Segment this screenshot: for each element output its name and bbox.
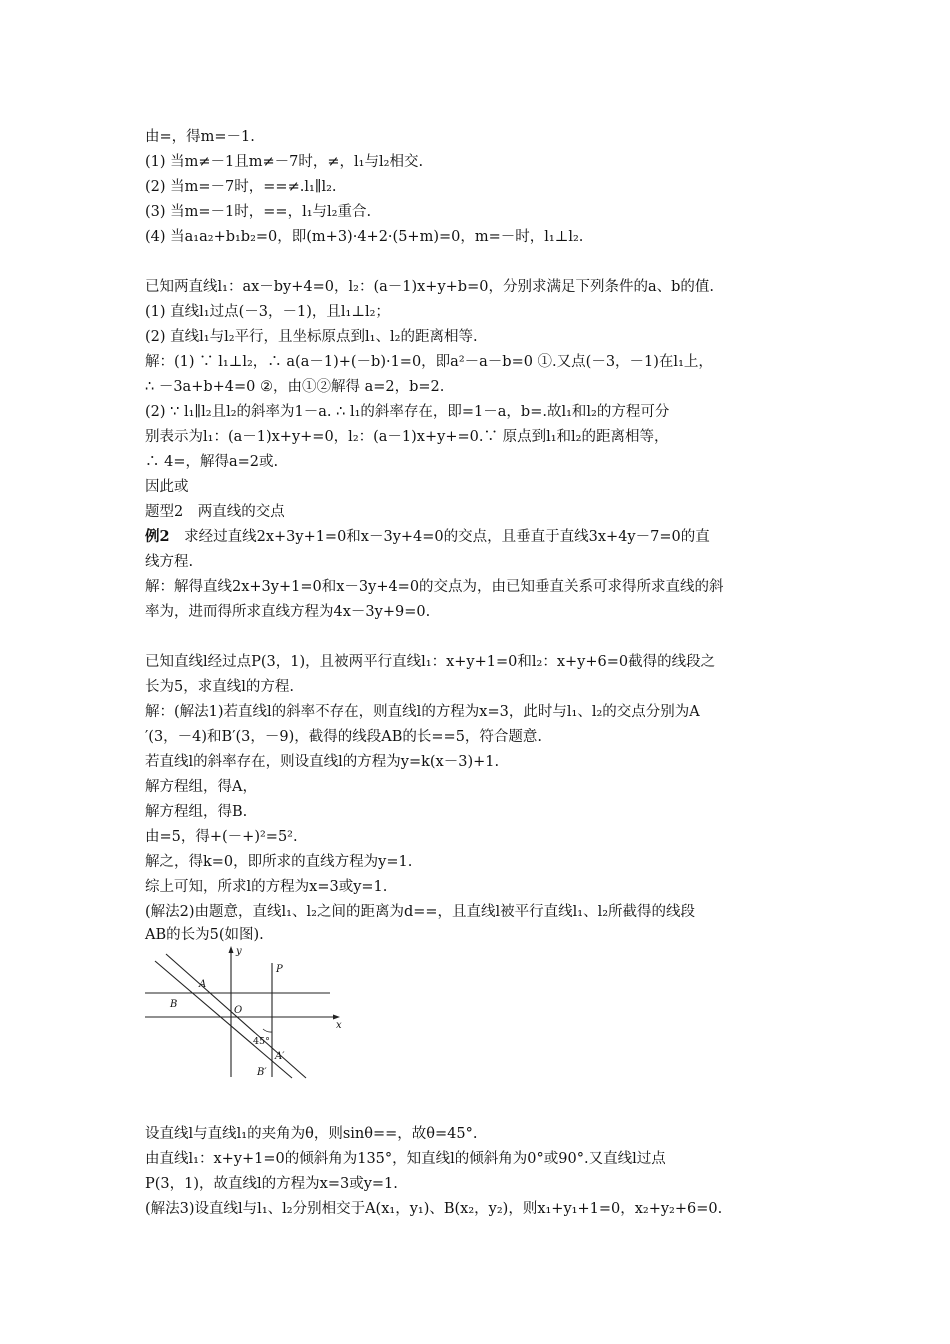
- text-line: 解方程组，得A，: [145, 779, 257, 795]
- x-axis-arrow: [333, 1015, 340, 1020]
- figure-label-y: y: [236, 946, 242, 957]
- text-line: 已知直线l经过点P(3，1)，且被两平行直线l₁：x+y+1=0和l₂：x+y+6=0截得的线段之: [145, 654, 716, 670]
- text-line: 解：解得直线2x+3y+1=0和x－3y+4=0的交点为，由已知垂直关系可求得所求直线的斜: [145, 579, 724, 595]
- example-text: 求经过直线2x+3y+1=0和x－3y+4=0的交点，且垂直于直线3x+4y－7=0的直: [184, 529, 710, 545]
- text-line: 设直线l与直线l₁的夹角为θ，则sinθ==，故θ=45°.: [145, 1126, 478, 1142]
- text-line: 由直线l₁：x+y+1=0的倾斜角为135°，知直线l的倾斜角为0°或90°.又直线l过点: [145, 1151, 666, 1167]
- text-line: (2) 当m=－7时，==≠.l₁∥l₂.: [145, 179, 337, 195]
- figure-label-b: B: [170, 999, 178, 1010]
- example-line: [145, 527, 815, 547]
- figure-label-p: P: [276, 964, 283, 975]
- text-line: 解方程组，得B.: [145, 804, 248, 820]
- angle-arc: [263, 1029, 272, 1032]
- text-line: (1) 当m≠－1且m≠－7时，≠，l₁与l₂相交.: [145, 154, 424, 170]
- text-line: (1) 直线l₁过点(－3，－1)，且l₁⊥l₂；: [145, 304, 390, 320]
- text-line: 综上可知，所求l的方程为x=3或y=1.: [145, 879, 388, 895]
- text-line: 解：(1) ∵ l₁⊥l₂，∴ a(a－1)+(－b)·1=0，即a²－a－b=0 ①.又点(－3，－1)在l₁上，: [145, 354, 713, 370]
- text-line: (解法3)设直线l与l₁、l₂分别相交于A(x₁，y₁)、B(x₂，y₂)，则x₁+y₁+1=0，x₂+y₂+6=0.: [145, 1201, 723, 1217]
- figure-label-x: x: [336, 1020, 342, 1031]
- text-line: 线方程.: [145, 554, 194, 570]
- text-line: ∴ －3a+b+4=0 ②，由①②解得 a=2，b=2.: [145, 379, 445, 395]
- text-line: 由=5，得+(－+)²=5².: [145, 829, 298, 845]
- text-line: 别表示为l₁：(a－1)x+y+=0，l₂：(a－1)x+y+=0.∵ 原点到l₁和l₂的距离相等，: [145, 429, 669, 445]
- text-line: 率为，进而得所求直线方程为4x－3y+9=0.: [145, 604, 431, 620]
- text-line: P(3，1)，故直线l的方程为x=3或y=1.: [145, 1176, 398, 1192]
- figure-label-angle: 45°: [253, 1036, 270, 1047]
- text-line: 长为5，求直线l的方程.: [145, 679, 294, 695]
- figure-label-o: O: [234, 1005, 243, 1016]
- figure-svg: [140, 944, 350, 1079]
- text-line: 因此或: [145, 479, 189, 495]
- section-heading: 题型2 两直线的交点: [145, 504, 285, 520]
- text-line: (2) ∵ l₁∥l₂且l₂的斜率为1－a. ∴ l₁的斜率存在，即=1－a，b=.故l₁和l₂的方程可分: [145, 404, 670, 420]
- text-line: (4) 当a₁a₂+b₁b₂=0，即(m+3)·4+2·(5+m)=0，m=－时，l₁⊥l₂.: [145, 229, 584, 245]
- figure-label-a: A: [199, 979, 207, 990]
- text-line: (2) 直线l₁与l₂平行，且坐标原点到l₁、l₂的距离相等.: [145, 329, 478, 345]
- text-line: 若直线l的斜率存在，则设直线l的方程为y=k(x－3)+1.: [145, 754, 500, 770]
- parallel-line-l1: [166, 954, 306, 1078]
- text-line: 解之，得k=0，即所求的直线方程为y=1.: [145, 854, 413, 870]
- text-line: 解：(解法1)若直线l的斜率不存在，则直线l的方程为x=3，此时与l₁、l₂的交点分别为A: [145, 704, 700, 720]
- text-line: ′(3，－4)和B′(3，－9)，截得的线段AB的长==5，符合题意.: [145, 729, 543, 745]
- geometry-figure: [140, 944, 350, 1079]
- text-line: (解法2)由题意，直线l₁、l₂之间的距离为d==，且直线l被平行直线l₁、l₂所截得的线段: [145, 904, 696, 920]
- example-label: 例2: [145, 528, 170, 545]
- text-line: (3) 当m=－1时，==，l₁与l₂重合.: [145, 204, 372, 220]
- figure-label-a-prime: A′: [275, 1051, 285, 1062]
- text-line: AB的长为5(如图).: [145, 927, 264, 943]
- y-axis-arrow: [229, 946, 234, 953]
- text-line: ∴ 4=，解得a=2或.: [145, 454, 279, 470]
- text-line: 已知两直线l₁：ax－by+4=0，l₂：(a－1)x+y+b=0，分别求满足下列条件的a、b的值.: [145, 279, 714, 295]
- figure-label-b-prime: B′: [257, 1067, 267, 1078]
- text-line: 由=，得m=－1.: [145, 129, 255, 145]
